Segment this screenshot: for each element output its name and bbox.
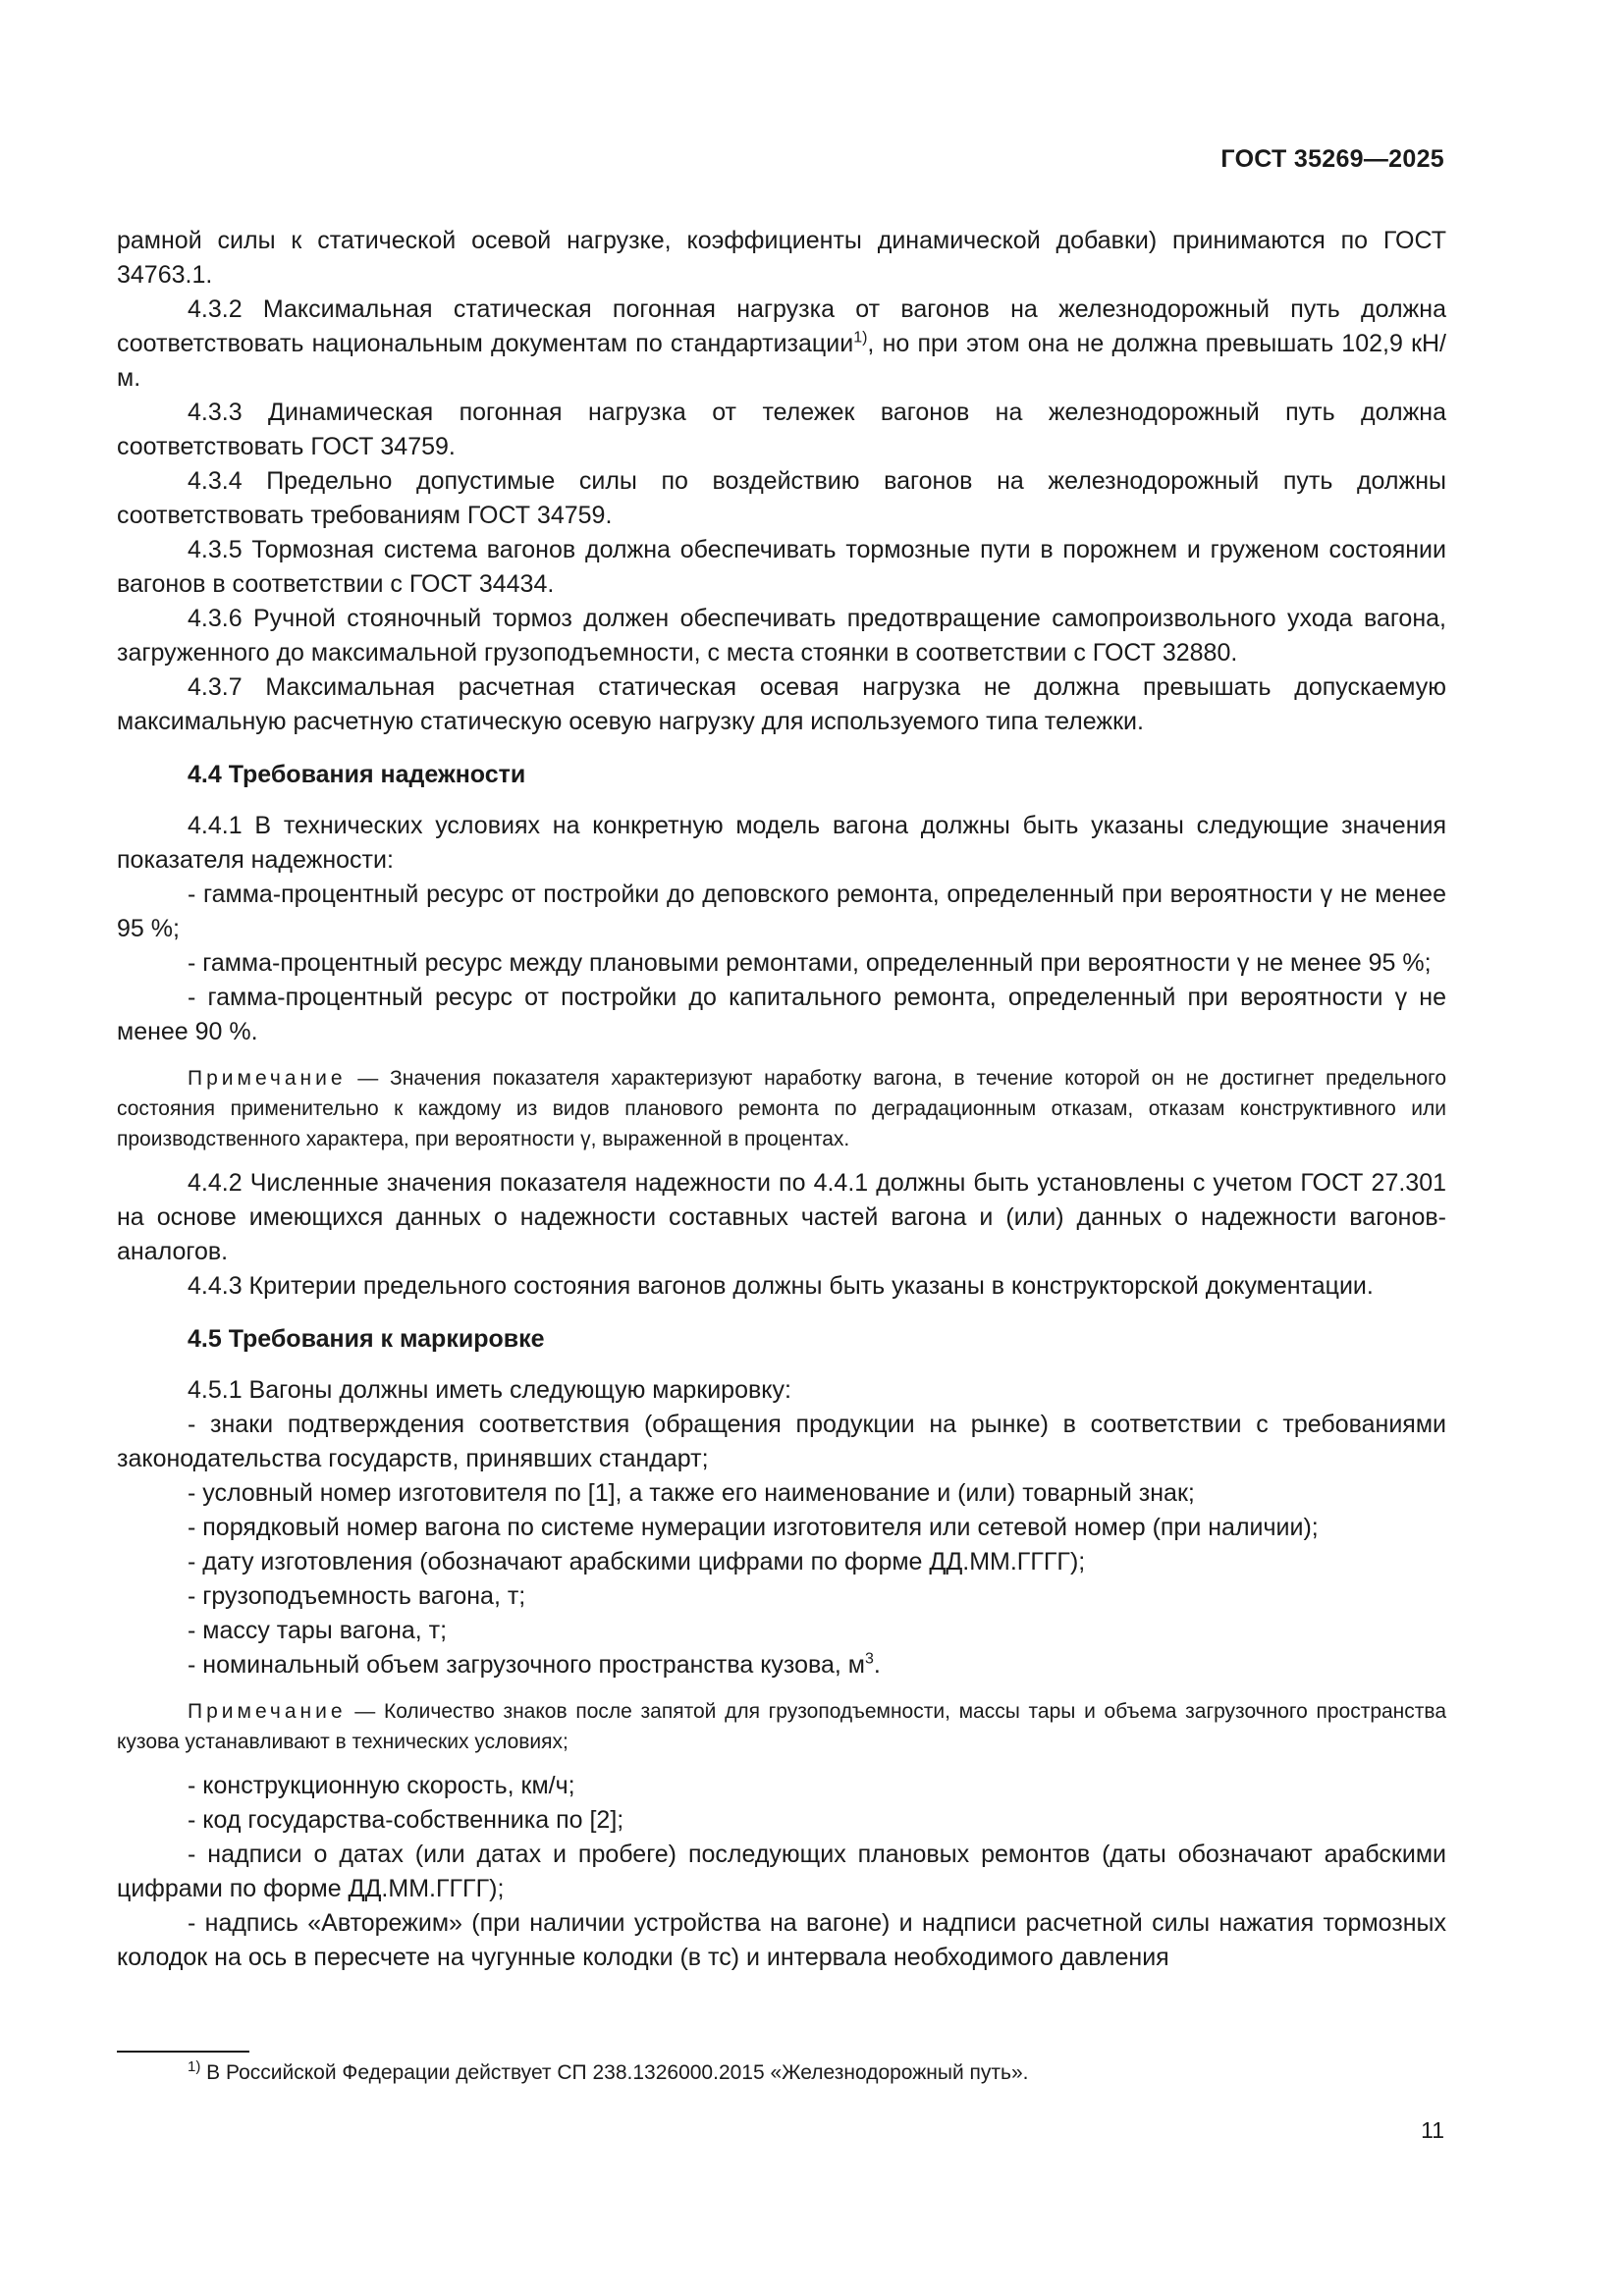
clause-4-3-6: 4.3.6 Ручной стояночный тормоз должен обеспечивать предотвращение самопроизвольного ухода вагона, загруженного до максимальной грузоподъемности, с места стоянки в соответствии с ГОСТ 32880. xyxy=(117,605,1446,667)
clause-4-3-5: 4.3.5 Тормозная система вагонов должна обеспечивать тормозные пути в порожнем и груженом состоянии вагонов в соответствии с ГОСТ 34434. xyxy=(117,536,1446,598)
list-item-text: . xyxy=(873,1651,881,1679)
page-number: 11 xyxy=(1421,2117,1444,2143)
list-item: - гамма-процентный ресурс от постройки до деповского ремонта, определенный при вероятности γ не менее 95 %; xyxy=(117,881,1446,942)
list-item: - порядковый номер вагона по системе нумерации изготовителя или сетевой номер (при наличии); xyxy=(188,1514,1319,1541)
list-item xyxy=(117,1648,1446,1682)
clause-text: , но при этом она не должна превышать 102,9 кН/м. xyxy=(117,330,1447,392)
footnote-separator xyxy=(117,2051,249,2053)
superscript: 3 xyxy=(865,1650,874,1668)
footnote-text: В Российской Федерации действует СП 238.1326000.2015 «Железнодорожный путь». xyxy=(200,2061,1029,2084)
document-header: ГОСТ 35269—2025 xyxy=(1220,145,1444,173)
list-item: - надпись «Авторежим» (при наличии устройства на вагоне) и надписи расчетной силы нажатия тормозных колодок на ось в пересчете на чугунные колодки (в тс) и интервала необходимого давления xyxy=(117,1909,1446,1971)
clause-4-3-2 xyxy=(117,293,1446,396)
list-item-text: - номинальный объем загрузочного пространства кузова, м xyxy=(188,1651,865,1679)
note-marking xyxy=(117,1696,1446,1757)
list-item: - грузоподъемность вагона, т; xyxy=(188,1582,526,1610)
list-item: - знаки подтверждения соответствия (обращения продукции на рынке) в соответствии с требованиями законодательства государств, принявших стандарт; xyxy=(117,1411,1446,1472)
clause-4-4-3: 4.4.3 Критерии предельного состояния вагонов должны быть указаны в конструкторской документации. xyxy=(188,1272,1374,1300)
list-item: - условный номер изготовителя по [1], а также его наименование и (или) товарный знак; xyxy=(188,1479,1195,1507)
footnote-marker: 1) xyxy=(188,2058,201,2075)
footnote-ref: 1) xyxy=(853,329,868,347)
clause-4-5-1: 4.5.1 Вагоны должны иметь следующую маркировку: xyxy=(188,1376,791,1404)
clause-4-3-4: 4.3.4 Предельно допустимые силы по воздействию вагонов на железнодорожный путь должны соответствовать требованиям ГОСТ 34759. xyxy=(117,467,1446,529)
list-item: - надписи о датах (или датах и пробеге) последующих плановых ремонтов (даты обозначают арабскими цифрами по форме ДД.ММ.ГГГГ); xyxy=(117,1841,1446,1902)
note-text: — Количество знаков после запятой для грузоподъемности, массы тары и объема загрузочного пространства кузова устанавливают в технических условиях; xyxy=(117,1700,1446,1753)
paragraph-continued: рамной силы к статической осевой нагрузке, коэффициенты динамической добавки) принимаются по ГОСТ 34763.1. xyxy=(117,227,1446,289)
section-heading-4-5: 4.5 Требования к маркировке xyxy=(188,1325,545,1353)
footnote xyxy=(188,2059,1029,2087)
list-item: - дату изготовления (обозначают арабскими цифрами по форме ДД.ММ.ГГГГ); xyxy=(188,1548,1086,1575)
list-item: - массу тары вагона, т; xyxy=(188,1617,448,1644)
note-reliability xyxy=(117,1063,1446,1154)
list-item: - код государства-собственника по [2]; xyxy=(188,1806,624,1834)
list-item: - конструкционную скорость, км/ч; xyxy=(188,1772,575,1799)
clause-4-3-3: 4.3.3 Динамическая погонная нагрузка от тележек вагонов на железнодорожный путь должна соответствовать ГОСТ 34759. xyxy=(117,399,1446,460)
note-label: Примечание xyxy=(188,1700,347,1723)
section-heading-4-4: 4.4 Требования надежности xyxy=(188,761,526,788)
clause-4-4-2: 4.4.2 Численные значения показателя надежности по 4.4.1 должны быть установлены с учетом ГОСТ 27.301 на основе имеющихся данных о надежности составных частей вагона и (или) данных о надежности вагонов-аналогов. xyxy=(117,1169,1446,1265)
clause-4-4-1: 4.4.1 В технических условиях на конкретную модель вагона должны быть указаны следующие значения показателя надежности: xyxy=(117,812,1446,874)
clause-4-3-7: 4.3.7 Максимальная расчетная статическая осевая нагрузка не должна превышать допускаемую максимальную расчетную статическую осевую нагрузку для используемого типа тележки. xyxy=(117,673,1446,735)
list-item: - гамма-процентный ресурс от постройки до капитального ремонта, определенный при вероятности γ не менее 90 %. xyxy=(117,984,1446,1045)
note-label: Примечание xyxy=(188,1067,347,1090)
note-text: — Значения показателя характеризуют наработку вагона, в течение которой он не достигнет предельного состояния применительно к каждому из видов планового ремонта по деградационным отказам, отказам конструктивного или производственного характера, при вероятности γ, выраженной в процентах. xyxy=(117,1067,1446,1150)
clause-text: 4.3.2 Максимальная статическая погонная нагрузка от вагонов на железнодорожный путь должна соответствовать национальным документам по стандартизации xyxy=(117,295,1446,357)
document-body xyxy=(117,224,1446,1975)
list-item: - гамма-процентный ресурс между плановыми ремонтами, определенный при вероятности γ не менее 95 %; xyxy=(188,949,1432,977)
